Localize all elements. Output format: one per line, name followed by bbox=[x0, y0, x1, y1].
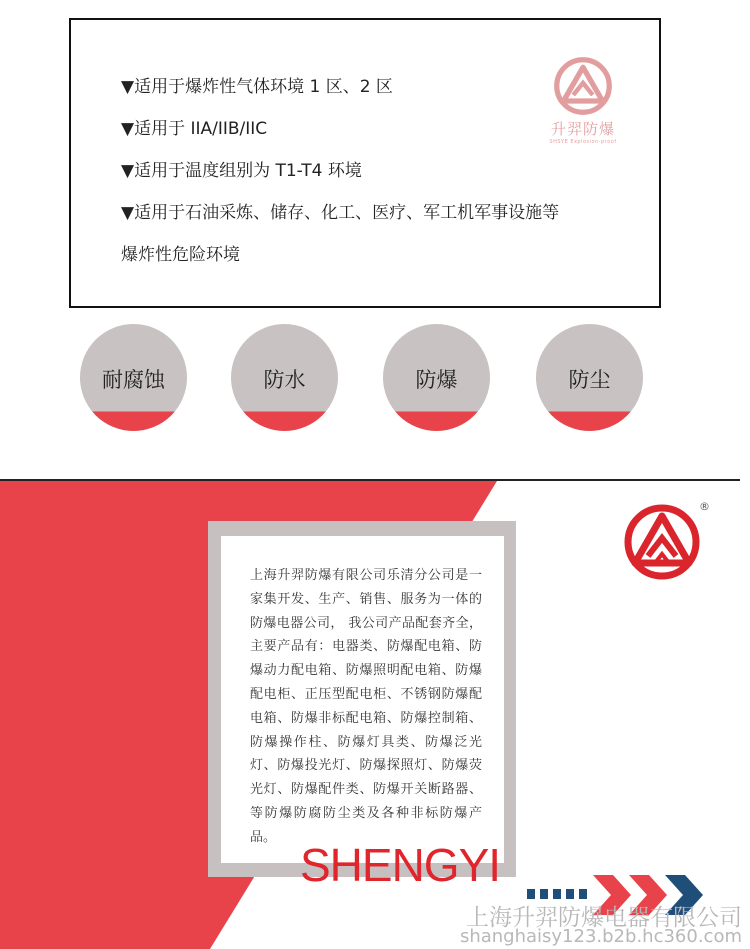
feature-item: ▼适用于温度组别为 T1-T4 环境 bbox=[121, 161, 362, 181]
watermark-company: 上海升羿防爆电器有限公司 bbox=[466, 905, 742, 931]
watermark-url: shanghaisy123.b2b.hc360.com bbox=[459, 926, 742, 947]
feature-item: ▼适用于石油采炼、储存、化工、医疗、军工机军事设施等 bbox=[121, 203, 560, 223]
company-intro-text: 上海升羿防爆有限公司乐清分公司是一家集开发、生产、销售、服务为一体的防爆电器公司， 我公司产品配套齐全，主要产品有：电器类、防爆配电箱、防爆动力配电箱、防爆照明配电箱、防爆配电柜、正压型配电柜、不锈钢防爆配电箱、防爆非标配电箱、防爆控制箱、防爆操作柱、防爆灯具类、防爆泛光灯、防爆投光灯、防爆探照灯、防爆荧光灯、防爆配件类、防爆开关断路器、等防爆防腐防尘类及各种非标防爆产品。 bbox=[250, 568, 482, 845]
company-intro-frame bbox=[208, 521, 516, 877]
company-intro-panel bbox=[221, 536, 504, 863]
feature-badges bbox=[0, 324, 750, 434]
badge-label: 防水 bbox=[263, 368, 306, 392]
brand-name: 升羿防爆 bbox=[550, 120, 615, 138]
badge-corrosion-resistant bbox=[80, 324, 187, 431]
shengyi-logo-icon bbox=[622, 502, 702, 582]
badge-label: 防尘 bbox=[568, 368, 611, 392]
features-box bbox=[69, 18, 661, 308]
badge-dustproof bbox=[536, 324, 643, 431]
brand-logo-watermark bbox=[547, 56, 619, 145]
registered-mark: ® bbox=[699, 500, 710, 513]
feature-item: ▼适用于 IIA/IIB/IIC bbox=[121, 119, 268, 139]
badge-explosion-proof bbox=[383, 324, 490, 431]
feature-list bbox=[121, 66, 601, 276]
badge-label: 耐腐蚀 bbox=[102, 368, 165, 392]
brand-logo bbox=[622, 502, 702, 586]
shengyi-logo-icon bbox=[553, 56, 613, 116]
brand-tagline: SHSYE Explosion-proof bbox=[549, 139, 617, 145]
feature-item: ▼适用于爆炸性气体环境 1 区、2 区 bbox=[121, 77, 393, 97]
brand-wordmark: SHENGYI bbox=[300, 839, 501, 891]
badge-waterproof bbox=[231, 324, 338, 431]
badge-label: 防爆 bbox=[415, 368, 458, 392]
feature-item: 爆炸性危险环境 bbox=[121, 245, 240, 265]
